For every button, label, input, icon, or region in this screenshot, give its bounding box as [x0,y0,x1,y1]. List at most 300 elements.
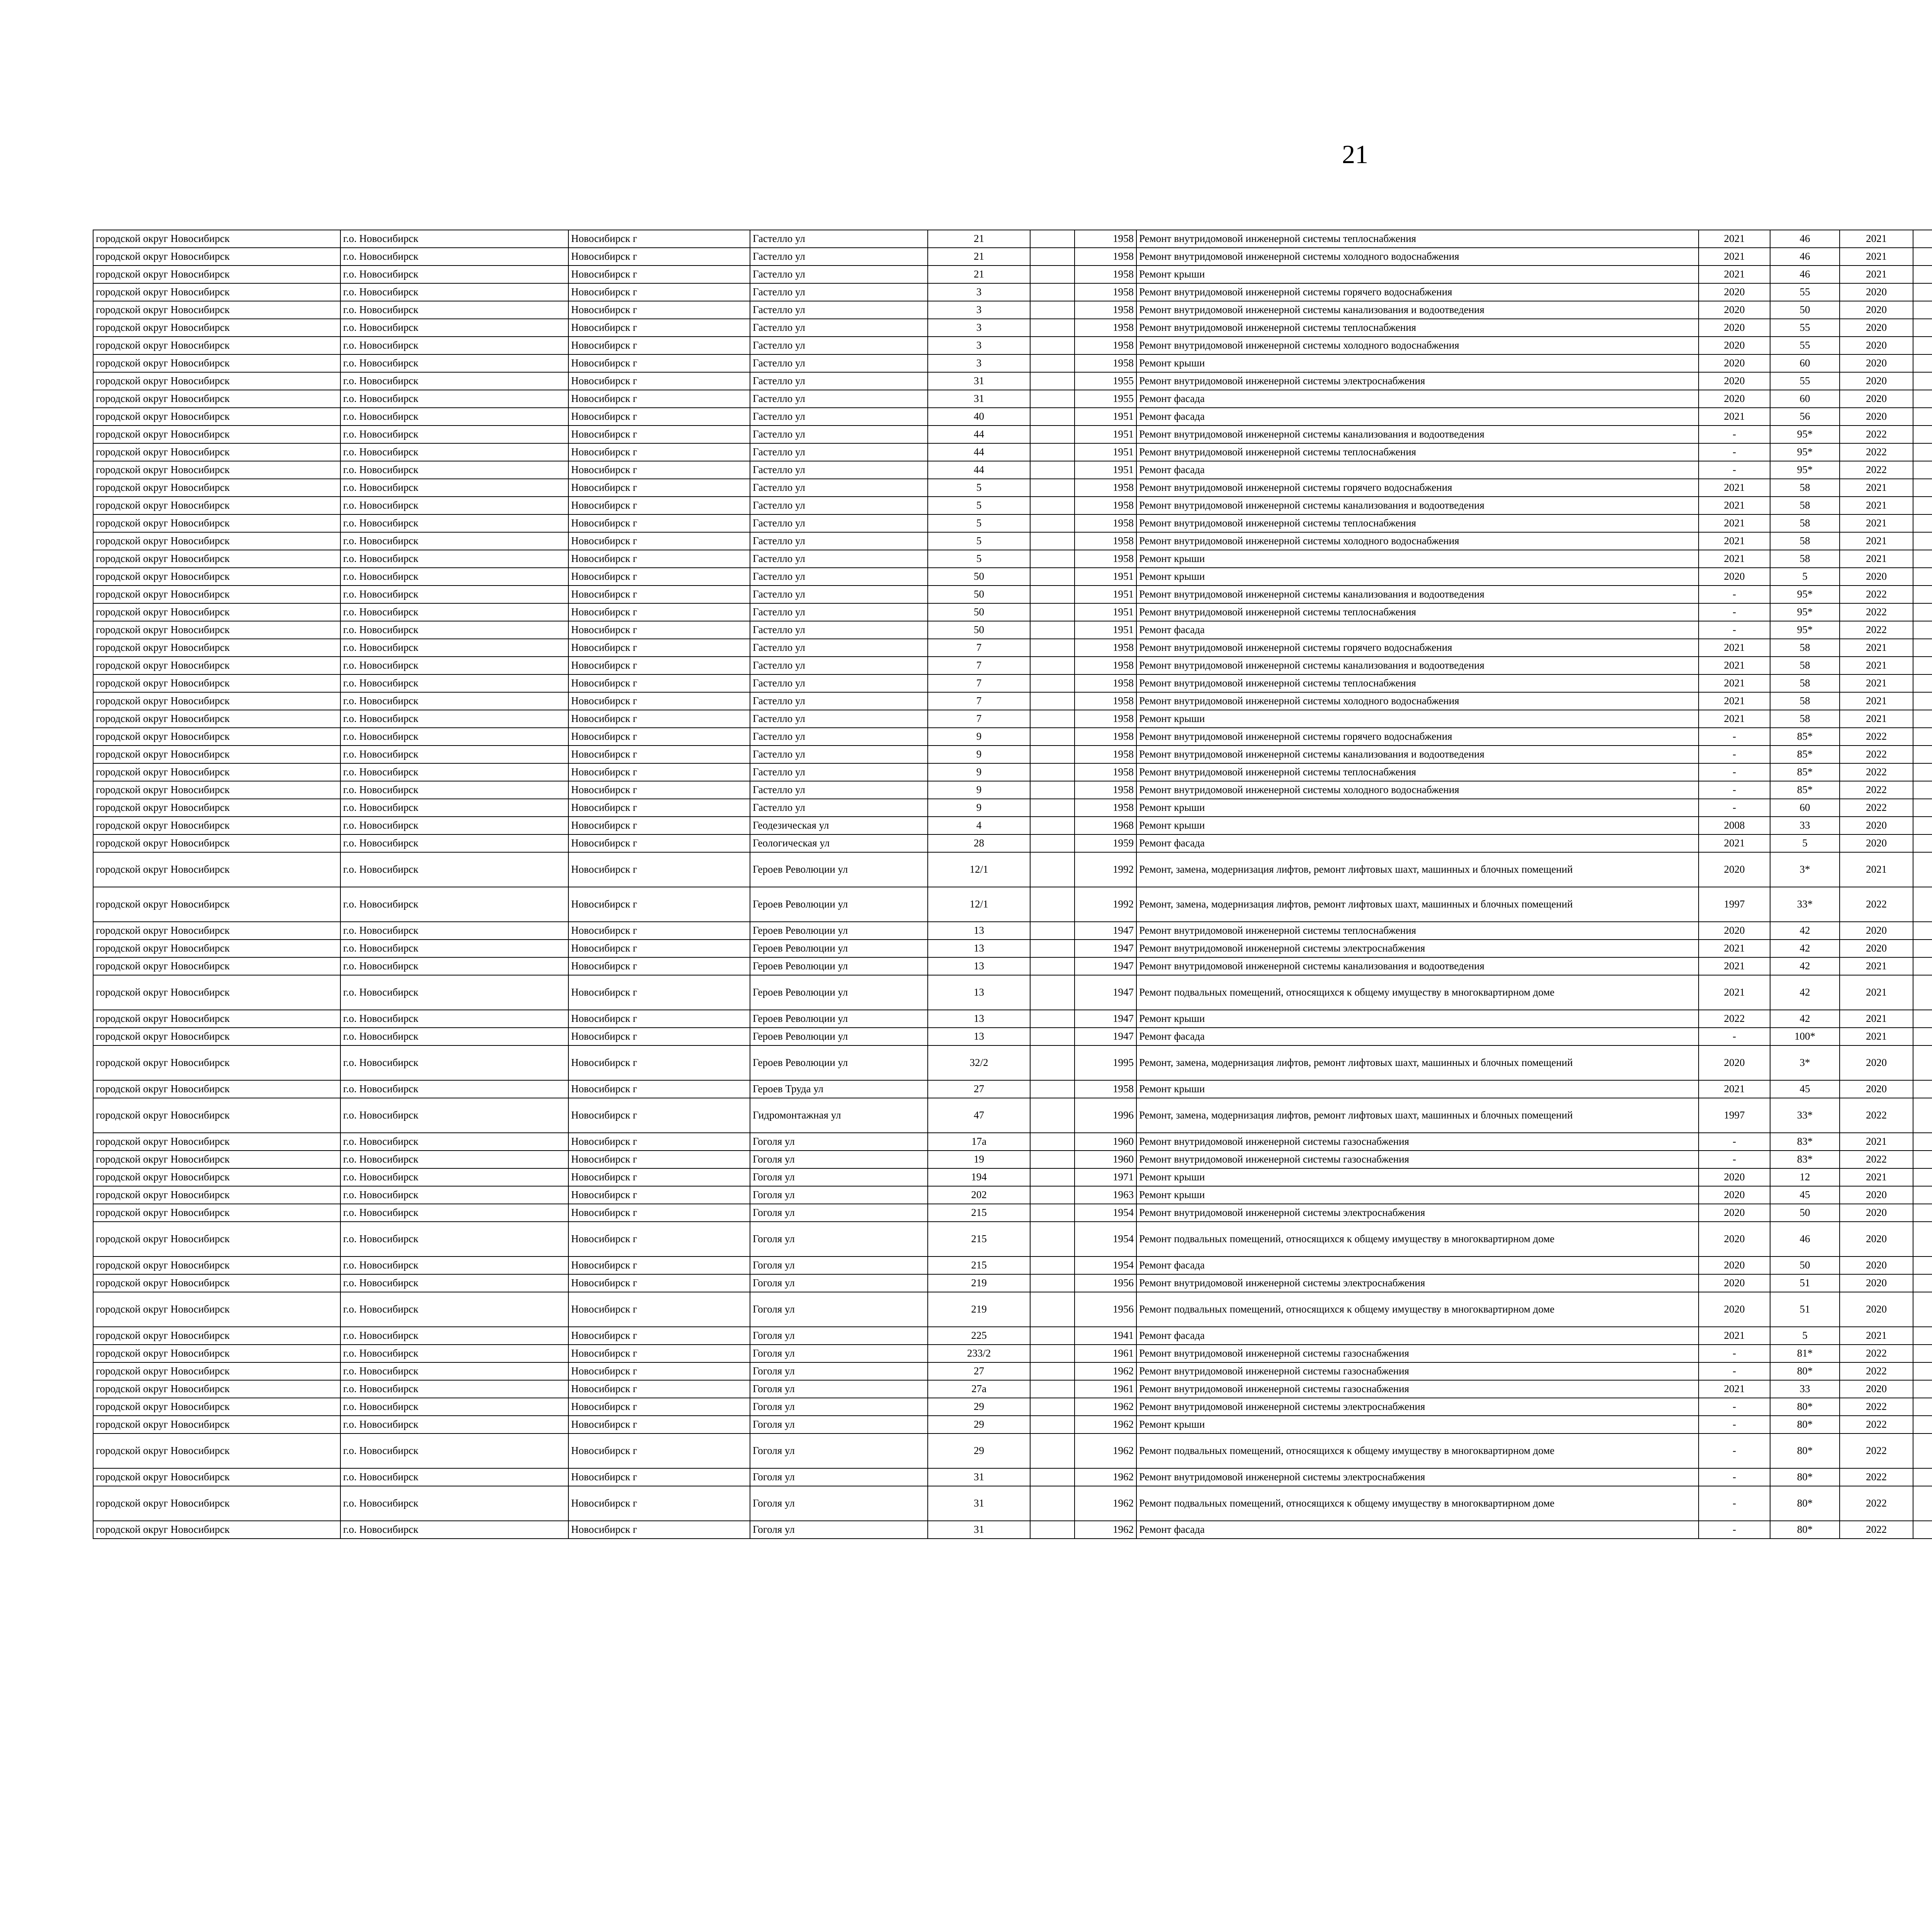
municipality-cell: городской округ Новосибирск [93,248,340,266]
house-number-cell: 44 [928,443,1030,461]
wear-percent-cell: 50 [1770,1204,1840,1222]
work-type-cell: Ремонт внутридомовой инженерной системы холодного водоснабжения [1136,532,1699,550]
construction-year-cell: 1962 [1075,1486,1136,1521]
settlement-cell: г.о. Новосибирск [340,1398,568,1416]
locality-cell: Новосибирск г [568,922,750,940]
house-number-cell: 27 [928,1362,1030,1380]
construction-year-cell: 1958 [1075,781,1136,799]
table-row [93,1486,1932,1521]
building-cell [1030,426,1075,443]
last-repair-year-cell: - [1699,603,1770,621]
construction-year-cell: 1963 [1075,1186,1136,1204]
house-number-cell: 9 [928,799,1030,817]
street-cell: Гоголя ул [750,1362,928,1380]
street-cell: Гастелло ул [750,283,928,301]
settlement-cell: г.о. Новосибирск [340,1222,568,1256]
last-repair-year-cell: - [1699,746,1770,763]
street-cell: Гастелло ул [750,479,928,497]
end-year-cell [1913,1098,1932,1133]
wear-percent-cell: 42 [1770,957,1840,975]
end-year-cell [1913,586,1932,603]
building-cell [1030,1292,1075,1327]
street-cell: Гоголя ул [750,1468,928,1486]
end-year-cell [1913,975,1932,1010]
end-year-cell [1913,1168,1932,1186]
table-row [93,586,1932,603]
construction-year-cell: 1954 [1075,1222,1136,1256]
settlement-cell: г.о. Новосибирск [340,390,568,408]
start-year-cell: 2021 [1840,550,1913,568]
end-year-cell [1913,408,1932,426]
locality-cell: Новосибирск г [568,408,750,426]
table-body [93,230,1932,1539]
street-cell: Гастелло ул [750,408,928,426]
last-repair-year-cell: - [1699,1486,1770,1521]
work-type-cell: Ремонт внутридомовой инженерной системы газоснабжения [1136,1151,1699,1168]
street-cell: Гастелло ул [750,426,928,443]
municipality-cell: городской округ Новосибирск [93,710,340,728]
wear-percent-cell: 95* [1770,461,1840,479]
construction-year-cell: 1951 [1075,461,1136,479]
work-type-cell: Ремонт крыши [1136,354,1699,372]
municipality-cell: городской округ Новосибирск [93,887,340,922]
construction-year-cell: 1961 [1075,1380,1136,1398]
wear-percent-cell: 12 [1770,1168,1840,1186]
municipality-cell: городской округ Новосибирск [93,1380,340,1398]
locality-cell: Новосибирск г [568,1521,750,1539]
last-repair-year-cell: 2020 [1699,1292,1770,1327]
house-number-cell: 29 [928,1398,1030,1416]
municipality-cell: городской округ Новосибирск [93,621,340,639]
construction-year-cell: 1962 [1075,1468,1136,1486]
street-cell: Гастелло ул [750,532,928,550]
settlement-cell: г.о. Новосибирск [340,550,568,568]
start-year-cell: 2020 [1840,922,1913,940]
start-year-cell: 2021 [1840,230,1913,248]
start-year-cell: 2022 [1840,1398,1913,1416]
settlement-cell: г.о. Новосибирск [340,763,568,781]
building-cell [1030,1151,1075,1168]
street-cell: Гастелло ул [750,372,928,390]
street-cell: Героев Труда ул [750,1080,928,1098]
start-year-cell: 2021 [1840,479,1913,497]
work-type-cell: Ремонт внутридомовой инженерной системы электроснабжения [1136,940,1699,957]
table-row [93,763,1932,781]
construction-year-cell: 1958 [1075,283,1136,301]
settlement-cell: г.о. Новосибирск [340,319,568,337]
table-row [93,426,1932,443]
building-cell [1030,1433,1075,1468]
last-repair-year-cell: - [1699,621,1770,639]
house-number-cell: 21 [928,248,1030,266]
last-repair-year-cell: 2021 [1699,692,1770,710]
start-year-cell: 2020 [1840,834,1913,852]
end-year-cell [1913,337,1932,354]
last-repair-year-cell: 2021 [1699,1327,1770,1345]
end-year-cell [1913,319,1932,337]
construction-year-cell: 1996 [1075,1098,1136,1133]
municipality-cell: городской округ Новосибирск [93,1010,340,1028]
house-number-cell: 9 [928,728,1030,746]
settlement-cell: г.о. Новосибирск [340,1151,568,1168]
building-cell [1030,603,1075,621]
work-type-cell: Ремонт внутридомовой инженерной системы канализования и водоотведения [1136,586,1699,603]
work-type-cell: Ремонт крыши [1136,568,1699,586]
start-year-cell: 2021 [1840,1028,1913,1045]
construction-year-cell: 1958 [1075,550,1136,568]
table-row [93,319,1932,337]
wear-percent-cell: 95* [1770,443,1840,461]
table-row [93,922,1932,940]
settlement-cell: г.о. Новосибирск [340,248,568,266]
work-type-cell: Ремонт внутридомовой инженерной системы теплоснабжения [1136,514,1699,532]
settlement-cell: г.о. Новосибирск [340,443,568,461]
table-row [93,957,1932,975]
settlement-cell: г.о. Новосибирск [340,1521,568,1539]
street-cell: Гастелло ул [750,746,928,763]
construction-year-cell: 1941 [1075,1327,1136,1345]
construction-year-cell: 1958 [1075,532,1136,550]
municipality-cell: городской округ Новосибирск [93,1045,340,1080]
end-year-cell [1913,1028,1932,1045]
end-year-cell [1913,372,1932,390]
work-type-cell: Ремонт крыши [1136,266,1699,283]
building-cell [1030,834,1075,852]
work-type-cell: Ремонт внутридомовой инженерной системы канализования и водоотведения [1136,301,1699,319]
page-number: 21 [1342,140,1368,169]
locality-cell: Новосибирск г [568,621,750,639]
house-number-cell: 233/2 [928,1345,1030,1362]
work-type-cell: Ремонт внутридомовой инженерной системы канализования и водоотведения [1136,426,1699,443]
construction-year-cell: 1960 [1075,1133,1136,1151]
wear-percent-cell: 60 [1770,799,1840,817]
building-cell [1030,230,1075,248]
wear-percent-cell: 100* [1770,1028,1840,1045]
building-cell [1030,1045,1075,1080]
table-row [93,1080,1932,1098]
municipality-cell: городской округ Новосибирск [93,763,340,781]
wear-percent-cell: 56 [1770,408,1840,426]
table-row [93,1186,1932,1204]
wear-percent-cell: 60 [1770,390,1840,408]
house-number-cell: 21 [928,266,1030,283]
last-repair-year-cell: 2021 [1699,1380,1770,1398]
house-number-cell: 47 [928,1098,1030,1133]
locality-cell: Новосибирск г [568,426,750,443]
last-repair-year-cell: 2022 [1699,1010,1770,1028]
settlement-cell: г.о. Новосибирск [340,266,568,283]
municipality-cell: городской округ Новосибирск [93,230,340,248]
start-year-cell: 2021 [1840,1133,1913,1151]
locality-cell: Новосибирск г [568,319,750,337]
construction-year-cell: 1962 [1075,1433,1136,1468]
building-cell [1030,532,1075,550]
municipality-cell: городской округ Новосибирск [93,799,340,817]
locality-cell: Новосибирск г [568,728,750,746]
locality-cell: Новосибирск г [568,266,750,283]
start-year-cell: 2021 [1840,1327,1913,1345]
house-number-cell: 9 [928,746,1030,763]
last-repair-year-cell: - [1699,1133,1770,1151]
building-cell [1030,674,1075,692]
wear-percent-cell: 58 [1770,514,1840,532]
work-type-cell: Ремонт крыши [1136,550,1699,568]
house-number-cell: 31 [928,1468,1030,1486]
building-cell [1030,1028,1075,1045]
locality-cell: Новосибирск г [568,940,750,957]
locality-cell: Новосибирск г [568,692,750,710]
start-year-cell: 2020 [1840,1204,1913,1222]
last-repair-year-cell: 1997 [1699,1098,1770,1133]
street-cell: Гастелло ул [750,461,928,479]
municipality-cell: городской округ Новосибирск [93,817,340,834]
table-row [93,621,1932,639]
construction-year-cell: 1958 [1075,337,1136,354]
work-type-cell: Ремонт подвальных помещений, относящихся к общему имуществу в многоквартирном доме [1136,1486,1699,1521]
municipality-cell: городской округ Новосибирск [93,479,340,497]
end-year-cell [1913,834,1932,852]
end-year-cell [1913,301,1932,319]
municipality-cell: городской округ Новосибирск [93,940,340,957]
wear-percent-cell: 58 [1770,657,1840,674]
settlement-cell: г.о. Новосибирск [340,497,568,514]
street-cell: Героев Революции ул [750,887,928,922]
start-year-cell: 2021 [1840,266,1913,283]
last-repair-year-cell: 2020 [1699,1168,1770,1186]
wear-percent-cell: 3* [1770,1045,1840,1080]
locality-cell: Новосибирск г [568,1256,750,1274]
table-row [93,443,1932,461]
street-cell: Геодезическая ул [750,817,928,834]
locality-cell: Новосибирск г [568,1010,750,1028]
municipality-cell: городской округ Новосибирск [93,1256,340,1274]
building-cell [1030,1468,1075,1486]
start-year-cell: 2020 [1840,1274,1913,1292]
building-cell [1030,621,1075,639]
locality-cell: Новосибирск г [568,1468,750,1486]
house-number-cell: 50 [928,621,1030,639]
start-year-cell: 2020 [1840,372,1913,390]
table-row [93,1380,1932,1398]
settlement-cell: г.о. Новосибирск [340,461,568,479]
end-year-cell [1913,443,1932,461]
wear-percent-cell: 80* [1770,1468,1840,1486]
construction-year-cell: 1992 [1075,852,1136,887]
house-number-cell: 5 [928,550,1030,568]
locality-cell: Новосибирск г [568,975,750,1010]
table-row [93,1468,1932,1486]
table-row [93,337,1932,354]
street-cell: Гоголя ул [750,1168,928,1186]
start-year-cell: 2021 [1840,957,1913,975]
wear-percent-cell: 80* [1770,1398,1840,1416]
locality-cell: Новосибирск г [568,957,750,975]
house-number-cell: 3 [928,301,1030,319]
municipality-cell: городской округ Новосибирск [93,514,340,532]
house-number-cell: 13 [928,922,1030,940]
start-year-cell: 2022 [1840,461,1913,479]
construction-year-cell: 1958 [1075,248,1136,266]
municipality-cell: городской округ Новосибирск [93,1028,340,1045]
last-repair-year-cell: - [1699,781,1770,799]
work-type-cell: Ремонт внутридомовой инженерной системы газоснабжения [1136,1380,1699,1398]
end-year-cell [1913,817,1932,834]
locality-cell: Новосибирск г [568,497,750,514]
settlement-cell: г.о. Новосибирск [340,639,568,657]
locality-cell: Новосибирск г [568,1433,750,1468]
street-cell: Героев Революции ул [750,1045,928,1080]
start-year-cell: 2022 [1840,621,1913,639]
wear-percent-cell: 55 [1770,372,1840,390]
end-year-cell [1913,639,1932,657]
house-number-cell: 7 [928,674,1030,692]
building-cell [1030,248,1075,266]
settlement-cell: г.о. Новосибирск [340,337,568,354]
work-type-cell: Ремонт крыши [1136,1416,1699,1433]
start-year-cell: 2020 [1840,1380,1913,1398]
locality-cell: Новосибирск г [568,852,750,887]
settlement-cell: г.о. Новосибирск [340,692,568,710]
street-cell: Гоголя ул [750,1274,928,1292]
work-type-cell: Ремонт внутридомовой инженерной системы канализования и водоотведения [1136,657,1699,674]
last-repair-year-cell: 2021 [1699,248,1770,266]
construction-year-cell: 1960 [1075,1151,1136,1168]
street-cell: Гастелло ул [750,674,928,692]
street-cell: Гастелло ул [750,692,928,710]
municipality-cell: городской округ Новосибирск [93,1468,340,1486]
building-cell [1030,1345,1075,1362]
street-cell: Гастелло ул [750,728,928,746]
municipality-cell: городской округ Новосибирск [93,922,340,940]
house-number-cell: 27а [928,1380,1030,1398]
house-number-cell: 5 [928,514,1030,532]
end-year-cell [1913,852,1932,887]
last-repair-year-cell: 2021 [1699,940,1770,957]
last-repair-year-cell: - [1699,799,1770,817]
settlement-cell: г.о. Новосибирск [340,799,568,817]
work-type-cell: Ремонт внутридомовой инженерной системы теплоснабжения [1136,443,1699,461]
start-year-cell: 2022 [1840,586,1913,603]
table-row [93,975,1932,1010]
locality-cell: Новосибирск г [568,568,750,586]
settlement-cell: г.о. Новосибирск [340,514,568,532]
construction-year-cell: 1992 [1075,887,1136,922]
last-repair-year-cell: - [1699,1362,1770,1380]
end-year-cell [1913,1080,1932,1098]
table-row [93,1345,1932,1362]
last-repair-year-cell: 2020 [1699,337,1770,354]
municipality-cell: городской округ Новосибирск [93,337,340,354]
construction-year-cell: 1947 [1075,1028,1136,1045]
work-type-cell: Ремонт фасада [1136,408,1699,426]
house-number-cell: 13 [928,975,1030,1010]
settlement-cell: г.о. Новосибирск [340,1133,568,1151]
work-type-cell: Ремонт подвальных помещений, относящихся к общему имуществу в многоквартирном доме [1136,975,1699,1010]
work-type-cell: Ремонт внутридомовой инженерной системы теплоснабжения [1136,674,1699,692]
wear-percent-cell: 5 [1770,834,1840,852]
house-number-cell: 3 [928,354,1030,372]
construction-year-cell: 1956 [1075,1274,1136,1292]
end-year-cell [1913,230,1932,248]
start-year-cell: 2021 [1840,710,1913,728]
start-year-cell: 2020 [1840,568,1913,586]
municipality-cell: городской округ Новосибирск [93,1186,340,1204]
wear-percent-cell: 55 [1770,319,1840,337]
table-row [93,834,1932,852]
municipality-cell: городской округ Новосибирск [93,1416,340,1433]
table-row [93,1028,1932,1045]
building-cell [1030,852,1075,887]
end-year-cell [1913,390,1932,408]
settlement-cell: г.о. Новосибирск [340,674,568,692]
settlement-cell: г.о. Новосибирск [340,1292,568,1327]
last-repair-year-cell: 2021 [1699,550,1770,568]
construction-year-cell: 1951 [1075,603,1136,621]
table-row [93,1222,1932,1256]
work-type-cell: Ремонт крыши [1136,817,1699,834]
house-number-cell: 3 [928,337,1030,354]
end-year-cell [1913,550,1932,568]
end-year-cell [1913,728,1932,746]
street-cell: Героев Революции ул [750,957,928,975]
wear-percent-cell: 58 [1770,550,1840,568]
construction-year-cell: 1958 [1075,692,1136,710]
settlement-cell: г.о. Новосибирск [340,372,568,390]
locality-cell: Новосибирск г [568,1274,750,1292]
locality-cell: Новосибирск г [568,461,750,479]
locality-cell: Новосибирск г [568,887,750,922]
locality-cell: Новосибирск г [568,1186,750,1204]
wear-percent-cell: 58 [1770,639,1840,657]
start-year-cell: 2020 [1840,817,1913,834]
building-cell [1030,319,1075,337]
locality-cell: Новосибирск г [568,1398,750,1416]
table-row [93,479,1932,497]
last-repair-year-cell: - [1699,728,1770,746]
table-row [93,1168,1932,1186]
wear-percent-cell: 95* [1770,586,1840,603]
wear-percent-cell: 85* [1770,763,1840,781]
end-year-cell [1913,1486,1932,1521]
work-type-cell: Ремонт внутридомовой инженерной системы теплоснабжения [1136,319,1699,337]
construction-year-cell: 1955 [1075,390,1136,408]
last-repair-year-cell: 2020 [1699,390,1770,408]
end-year-cell [1913,497,1932,514]
start-year-cell: 2021 [1840,497,1913,514]
end-year-cell [1913,621,1932,639]
construction-year-cell: 1951 [1075,408,1136,426]
start-year-cell: 2020 [1840,1186,1913,1204]
house-number-cell: 5 [928,497,1030,514]
construction-year-cell: 1958 [1075,354,1136,372]
municipality-cell: городской округ Новосибирск [93,1098,340,1133]
wear-percent-cell: 85* [1770,746,1840,763]
work-type-cell: Ремонт фасада [1136,621,1699,639]
municipality-cell: городской округ Новосибирск [93,283,340,301]
locality-cell: Новосибирск г [568,1292,750,1327]
last-repair-year-cell: 2020 [1699,922,1770,940]
house-number-cell: 7 [928,692,1030,710]
settlement-cell: г.о. Новосибирск [340,1433,568,1468]
locality-cell: Новосибирск г [568,1416,750,1433]
street-cell: Гастелло ул [750,603,928,621]
building-cell [1030,710,1075,728]
work-type-cell: Ремонт крыши [1136,1010,1699,1028]
house-number-cell: 17а [928,1133,1030,1151]
municipality-cell: городской округ Новосибирск [93,408,340,426]
construction-year-cell: 1958 [1075,674,1136,692]
last-repair-year-cell: 2020 [1699,568,1770,586]
